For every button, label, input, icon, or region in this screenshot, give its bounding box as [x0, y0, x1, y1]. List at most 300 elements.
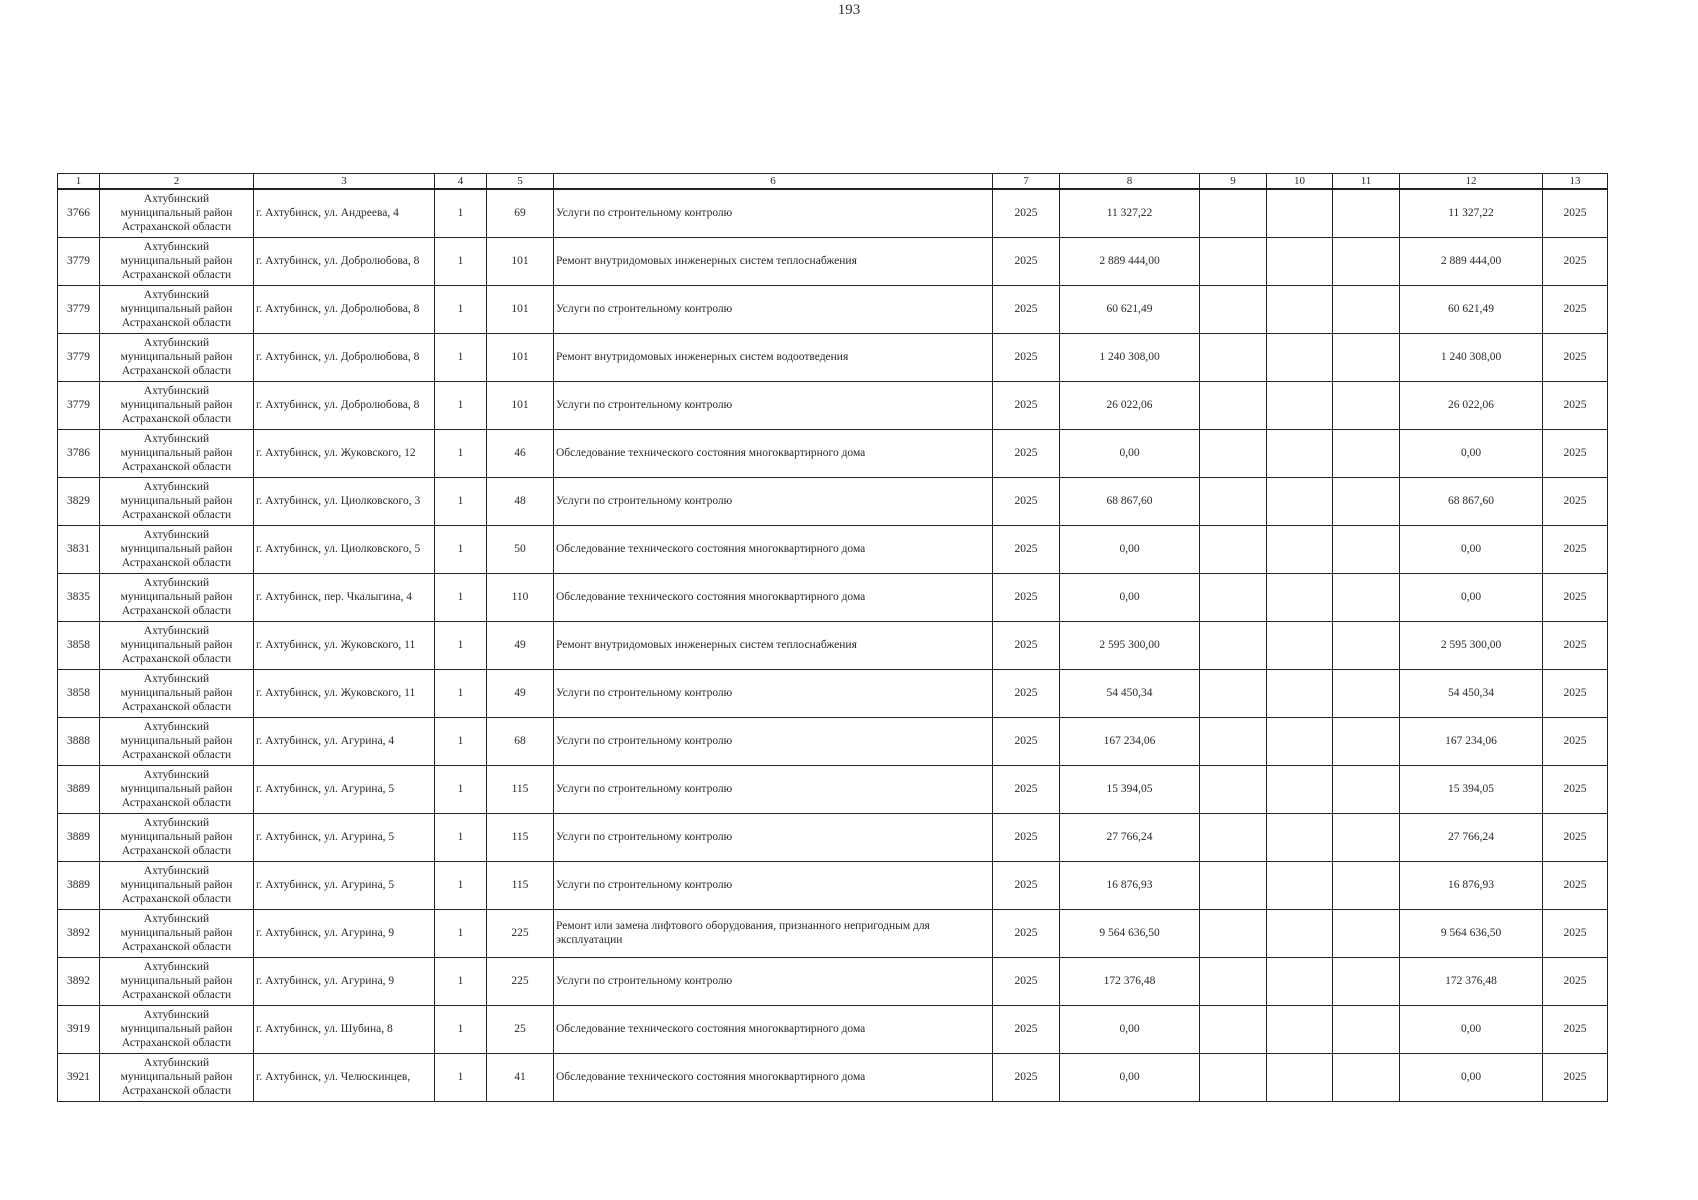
cell-fund-cost: 0,00	[1400, 525, 1543, 573]
cell-year: 2025	[993, 909, 1060, 957]
cell-address: г. Ахтубинск, ул. Агурина, 5	[254, 765, 435, 813]
cell-col11	[1333, 189, 1400, 237]
cell-district	[100, 333, 254, 381]
cell-total-cost: 27 766,24	[1060, 813, 1200, 861]
district-line: Астраханской области	[121, 989, 232, 1001]
cell-address: г. Ахтубинск, ул. Андреева, 4	[254, 189, 435, 237]
district-line: Астраханской области	[121, 701, 232, 713]
cell-work-type: Услуги по строительному контролю	[554, 765, 993, 813]
cell-fund-cost: 16 876,93	[1400, 861, 1543, 909]
cell-fund-cost: 0,00	[1400, 1053, 1543, 1101]
district-line: муниципальный район	[120, 399, 233, 411]
cell-year: 2025	[993, 813, 1060, 861]
table-body	[58, 189, 1608, 1101]
cell-year-end: 2025	[1543, 285, 1608, 333]
table-row	[58, 669, 1608, 717]
table-row	[58, 525, 1608, 573]
table-row	[58, 765, 1608, 813]
cell-col9	[1200, 1053, 1267, 1101]
works-table	[57, 173, 1608, 1102]
district-line: Астраханской области	[121, 221, 232, 234]
cell-address: г. Ахтубинск, ул. Добролюбова, 8	[254, 285, 435, 333]
cell-district	[100, 525, 254, 573]
column-header-9: 9	[1200, 174, 1267, 190]
district-line: Ахтубинский	[143, 385, 210, 397]
page-number: 193	[837, 2, 861, 18]
cell-row-number: 3786	[58, 429, 100, 477]
cell-district	[100, 813, 254, 861]
cell-col9	[1200, 957, 1267, 1005]
cell-year: 2025	[993, 669, 1060, 717]
cell-fund-cost: 26 022,06	[1400, 381, 1543, 429]
cell-col10	[1267, 813, 1333, 861]
table-row	[58, 1005, 1608, 1053]
cell-work-type: Услуги по строительному контролю	[554, 861, 993, 909]
district-line: муниципальный район	[120, 495, 233, 507]
cell-year: 2025	[993, 573, 1060, 621]
cell-address: г. Ахтубинск, ул. Агурина, 5	[254, 813, 435, 861]
cell-year-end: 2025	[1543, 669, 1608, 717]
cell-work-type: Обследование технического состояния многоквартирного дома	[554, 1053, 993, 1101]
cell-col4: 1	[435, 621, 487, 669]
cell-col5: 50	[487, 525, 554, 573]
cell-year: 2025	[993, 477, 1060, 525]
cell-year-end: 2025	[1543, 189, 1608, 237]
cell-address: г. Ахтубинск, ул. Шубина, 8	[254, 1005, 435, 1053]
cell-district	[100, 717, 254, 765]
cell-total-cost: 167 234,06	[1060, 717, 1200, 765]
district-line: Ахтубинский	[143, 433, 210, 445]
cell-row-number: 3889	[58, 813, 100, 861]
cell-fund-cost: 11 327,22	[1400, 189, 1543, 237]
cell-work-type: Обследование технического состояния многоквартирного дома	[554, 429, 993, 477]
column-header-12: 12	[1400, 174, 1543, 190]
cell-col9	[1200, 381, 1267, 429]
cell-fund-cost: 68 867,60	[1400, 477, 1543, 525]
district-line: муниципальный район	[120, 1023, 233, 1035]
cell-work-type: Услуги по строительному контролю	[554, 381, 993, 429]
district-line: Ахтубинский	[143, 1057, 210, 1069]
cell-col10	[1267, 765, 1333, 813]
cell-year: 2025	[993, 1053, 1060, 1101]
cell-col11	[1333, 813, 1400, 861]
cell-col5: 46	[487, 429, 554, 477]
cell-district	[100, 573, 254, 621]
district-line: муниципальный район	[120, 351, 233, 363]
district-line: муниципальный район	[120, 303, 233, 315]
cell-row-number: 3892	[58, 957, 100, 1005]
district-line: Астраханской области	[121, 557, 232, 569]
cell-fund-cost: 9 564 636,50	[1400, 909, 1543, 957]
cell-address: г. Ахтубинск, ул. Челюскинцев,	[254, 1053, 435, 1101]
cell-col10	[1267, 381, 1333, 429]
cell-total-cost: 68 867,60	[1060, 477, 1200, 525]
cell-col4: 1	[435, 765, 487, 813]
cell-year-end: 2025	[1543, 717, 1608, 765]
cell-work-type: Услуги по строительному контролю	[554, 669, 993, 717]
cell-row-number: 3766	[58, 189, 100, 237]
cell-district	[100, 621, 254, 669]
cell-col9	[1200, 813, 1267, 861]
cell-work-type: Обследование технического состояния многоквартирного дома	[554, 573, 993, 621]
district-line: Астраханской области	[121, 461, 232, 473]
district-line: муниципальный район	[120, 1071, 233, 1083]
cell-col10	[1267, 573, 1333, 621]
district-line: Ахтубинский	[143, 193, 210, 206]
cell-fund-cost: 0,00	[1400, 429, 1543, 477]
cell-col5: 69	[487, 189, 554, 237]
cell-row-number: 3888	[58, 717, 100, 765]
cell-col11	[1333, 1005, 1400, 1053]
cell-col9	[1200, 429, 1267, 477]
cell-col11	[1333, 1053, 1400, 1101]
cell-total-cost: 0,00	[1060, 1053, 1200, 1101]
cell-col5: 25	[487, 1005, 554, 1053]
cell-col4: 1	[435, 429, 487, 477]
cell-col5: 48	[487, 477, 554, 525]
cell-col9	[1200, 285, 1267, 333]
cell-col10	[1267, 477, 1333, 525]
cell-col9	[1200, 765, 1267, 813]
cell-col11	[1333, 909, 1400, 957]
cell-fund-cost: 2 889 444,00	[1400, 237, 1543, 285]
cell-col5: 225	[487, 909, 554, 957]
district-line: Астраханской области	[121, 653, 232, 665]
cell-year: 2025	[993, 621, 1060, 669]
cell-col9	[1200, 477, 1267, 525]
cell-work-type: Ремонт внутридомовых инженерных систем теплоснабжения	[554, 237, 993, 285]
cell-col11	[1333, 717, 1400, 765]
cell-year-end: 2025	[1543, 237, 1608, 285]
cell-col4: 1	[435, 813, 487, 861]
cell-col5: 225	[487, 957, 554, 1005]
cell-total-cost: 172 376,48	[1060, 957, 1200, 1005]
cell-col5: 68	[487, 717, 554, 765]
cell-row-number: 3921	[58, 1053, 100, 1101]
cell-col4: 1	[435, 477, 487, 525]
cell-fund-cost: 0,00	[1400, 573, 1543, 621]
cell-col10	[1267, 189, 1333, 237]
cell-col9	[1200, 717, 1267, 765]
cell-work-type: Обследование технического состояния многоквартирного дома	[554, 525, 993, 573]
cell-row-number: 3831	[58, 525, 100, 573]
district-line: Астраханской области	[121, 605, 232, 617]
column-header-7: 7	[993, 174, 1060, 190]
cell-address: г. Ахтубинск, ул. Добролюбова, 8	[254, 237, 435, 285]
district-line: Ахтубинский	[143, 673, 210, 685]
cell-district	[100, 669, 254, 717]
column-header-1: 1	[58, 174, 100, 190]
cell-address: г. Ахтубинск, ул. Агурина, 4	[254, 717, 435, 765]
cell-year-end: 2025	[1543, 957, 1608, 1005]
cell-year: 2025	[993, 765, 1060, 813]
cell-work-type: Услуги по строительному контролю	[554, 717, 993, 765]
cell-total-cost: 2 889 444,00	[1060, 237, 1200, 285]
cell-year-end: 2025	[1543, 333, 1608, 381]
cell-year-end: 2025	[1543, 621, 1608, 669]
cell-year-end: 2025	[1543, 429, 1608, 477]
cell-col10	[1267, 429, 1333, 477]
cell-fund-cost: 27 766,24	[1400, 813, 1543, 861]
cell-year-end: 2025	[1543, 1053, 1608, 1101]
cell-total-cost: 1 240 308,00	[1060, 333, 1200, 381]
cell-fund-cost: 15 394,05	[1400, 765, 1543, 813]
cell-district	[100, 909, 254, 957]
district-line: муниципальный район	[120, 543, 233, 555]
cell-year: 2025	[993, 525, 1060, 573]
cell-district	[100, 765, 254, 813]
cell-district	[100, 189, 254, 237]
district-line: Астраханской области	[121, 941, 232, 953]
cell-row-number: 3858	[58, 669, 100, 717]
cell-district	[100, 957, 254, 1005]
cell-col4: 1	[435, 717, 487, 765]
cell-col9	[1200, 525, 1267, 573]
cell-year-end: 2025	[1543, 477, 1608, 525]
cell-col10	[1267, 957, 1333, 1005]
cell-col5: 41	[487, 1053, 554, 1101]
cell-row-number: 3779	[58, 333, 100, 381]
cell-fund-cost: 172 376,48	[1400, 957, 1543, 1005]
table-row	[58, 861, 1608, 909]
cell-year: 2025	[993, 429, 1060, 477]
district-line: Ахтубинский	[143, 577, 210, 589]
district-line: Ахтубинский	[143, 625, 210, 637]
cell-year: 2025	[993, 717, 1060, 765]
cell-col10	[1267, 333, 1333, 381]
district-line: муниципальный район	[120, 927, 233, 939]
district-line: Ахтубинский	[143, 481, 210, 493]
cell-col9	[1200, 189, 1267, 237]
cell-row-number: 3889	[58, 765, 100, 813]
cell-col4: 1	[435, 909, 487, 957]
table-row	[58, 189, 1608, 237]
cell-district	[100, 381, 254, 429]
cell-year-end: 2025	[1543, 765, 1608, 813]
cell-col4: 1	[435, 861, 487, 909]
cell-col11	[1333, 429, 1400, 477]
district-line: Ахтубинский	[143, 241, 210, 253]
cell-year-end: 2025	[1543, 861, 1608, 909]
cell-col5: 115	[487, 861, 554, 909]
cell-col9	[1200, 1005, 1267, 1053]
cell-fund-cost: 2 595 300,00	[1400, 621, 1543, 669]
cell-row-number: 3892	[58, 909, 100, 957]
column-header-13: 13	[1543, 174, 1608, 190]
cell-col9	[1200, 237, 1267, 285]
cell-col11	[1333, 573, 1400, 621]
table-row	[58, 1053, 1608, 1101]
district-line: муниципальный район	[120, 975, 233, 987]
cell-col4: 1	[435, 1053, 487, 1101]
cell-row-number: 3858	[58, 621, 100, 669]
cell-col10	[1267, 909, 1333, 957]
district-line: Астраханской области	[121, 893, 232, 905]
cell-col10	[1267, 621, 1333, 669]
cell-year: 2025	[993, 957, 1060, 1005]
cell-col10	[1267, 237, 1333, 285]
table-row	[58, 477, 1608, 525]
cell-col11	[1333, 621, 1400, 669]
cell-col11	[1333, 669, 1400, 717]
district-line: Ахтубинский	[143, 289, 210, 301]
cell-address: г. Ахтубинск, ул. Агурина, 9	[254, 909, 435, 957]
column-header-10: 10	[1267, 174, 1333, 190]
cell-total-cost: 0,00	[1060, 1005, 1200, 1053]
table-row	[58, 813, 1608, 861]
table-row	[58, 573, 1608, 621]
cell-work-type: Ремонт внутридомовых инженерных систем водоотведения	[554, 333, 993, 381]
district-line: Астраханской области	[121, 797, 232, 809]
table-row	[58, 717, 1608, 765]
cell-work-type: Обследование технического состояния многоквартирного дома	[554, 1005, 993, 1053]
cell-year: 2025	[993, 189, 1060, 237]
district-line: Астраханской области	[121, 365, 232, 377]
cell-total-cost: 60 621,49	[1060, 285, 1200, 333]
district-line: Ахтубинский	[143, 1009, 210, 1021]
cell-col4: 1	[435, 525, 487, 573]
cell-row-number: 3779	[58, 237, 100, 285]
cell-address: г. Ахтубинск, ул. Добролюбова, 8	[254, 381, 435, 429]
cell-work-type: Услуги по строительному контролю	[554, 285, 993, 333]
cell-col9	[1200, 621, 1267, 669]
cell-row-number: 3779	[58, 285, 100, 333]
district-line: Ахтубинский	[143, 817, 210, 829]
cell-col11	[1333, 381, 1400, 429]
district-line: муниципальный район	[120, 687, 233, 699]
cell-col5: 101	[487, 333, 554, 381]
column-header-8: 8	[1060, 174, 1200, 190]
district-line: муниципальный район	[120, 831, 233, 843]
cell-col5: 101	[487, 237, 554, 285]
cell-col9	[1200, 669, 1267, 717]
cell-col10	[1267, 1053, 1333, 1101]
cell-work-type: Услуги по строительному контролю	[554, 477, 993, 525]
cell-col10	[1267, 1005, 1333, 1053]
cell-year: 2025	[993, 381, 1060, 429]
cell-col11	[1333, 285, 1400, 333]
cell-col10	[1267, 285, 1333, 333]
cell-address: г. Ахтубинск, ул. Жуковского, 12	[254, 429, 435, 477]
cell-col9	[1200, 861, 1267, 909]
column-header-11: 11	[1333, 174, 1400, 190]
cell-col5: 101	[487, 381, 554, 429]
cell-fund-cost: 1 240 308,00	[1400, 333, 1543, 381]
cell-address: г. Ахтубинск, ул. Жуковского, 11	[254, 669, 435, 717]
cell-address: г. Ахтубинск, пер. Чкалыгина, 4	[254, 573, 435, 621]
district-line: муниципальный район	[120, 783, 233, 795]
cell-year-end: 2025	[1543, 813, 1608, 861]
cell-col4: 1	[435, 573, 487, 621]
cell-total-cost: 16 876,93	[1060, 861, 1200, 909]
cell-year: 2025	[993, 1005, 1060, 1053]
district-line: Ахтубинский	[143, 721, 210, 733]
column-header-6: 6	[554, 174, 993, 190]
table-row	[58, 909, 1608, 957]
cell-col5: 49	[487, 621, 554, 669]
cell-col10	[1267, 525, 1333, 573]
cell-total-cost: 26 022,06	[1060, 381, 1200, 429]
cell-col9	[1200, 909, 1267, 957]
cell-total-cost: 0,00	[1060, 525, 1200, 573]
district-line: Астраханской области	[121, 269, 232, 281]
cell-district	[100, 477, 254, 525]
cell-fund-cost: 54 450,34	[1400, 669, 1543, 717]
table-row	[58, 285, 1608, 333]
cell-row-number: 3919	[58, 1005, 100, 1053]
cell-col4: 1	[435, 285, 487, 333]
cell-work-type: Услуги по строительному контролю	[554, 957, 993, 1005]
cell-year-end: 2025	[1543, 381, 1608, 429]
cell-total-cost: 2 595 300,00	[1060, 621, 1200, 669]
district-line: муниципальный район	[120, 591, 233, 603]
cell-address: г. Ахтубинск, ул. Жуковского, 11	[254, 621, 435, 669]
cell-col9	[1200, 573, 1267, 621]
cell-col5: 110	[487, 573, 554, 621]
district-line: Ахтубинский	[143, 337, 210, 349]
cell-col4: 1	[435, 381, 487, 429]
cell-total-cost: 9 564 636,50	[1060, 909, 1200, 957]
district-line: Ахтубинский	[143, 769, 210, 781]
table-row	[58, 237, 1608, 285]
district-line: муниципальный район	[120, 879, 233, 891]
cell-district	[100, 1053, 254, 1101]
cell-col10	[1267, 669, 1333, 717]
cell-col5: 115	[487, 813, 554, 861]
district-line: Астраханской области	[121, 509, 232, 521]
cell-col9	[1200, 333, 1267, 381]
cell-col11	[1333, 957, 1400, 1005]
cell-col4: 1	[435, 189, 487, 237]
cell-col4: 1	[435, 1005, 487, 1053]
cell-col5: 101	[487, 285, 554, 333]
cell-row-number: 3829	[58, 477, 100, 525]
cell-work-type: Услуги по строительному контролю	[554, 189, 993, 237]
cell-address: г. Ахтубинск, ул. Добролюбова, 8	[254, 333, 435, 381]
cell-work-type: Ремонт внутридомовых инженерных систем теплоснабжения	[554, 621, 993, 669]
cell-district	[100, 285, 254, 333]
cell-col4: 1	[435, 669, 487, 717]
table-row	[58, 333, 1608, 381]
column-header-3: 3	[254, 174, 435, 190]
cell-address: г. Ахтубинск, ул. Циолковского, 5	[254, 525, 435, 573]
cell-year-end: 2025	[1543, 909, 1608, 957]
table-row	[58, 621, 1608, 669]
cell-row-number: 3835	[58, 573, 100, 621]
district-line: муниципальный район	[120, 255, 233, 267]
cell-col5: 49	[487, 669, 554, 717]
table-row	[58, 957, 1608, 1005]
cell-work-type: Услуги по строительному контролю	[554, 813, 993, 861]
cell-address: г. Ахтубинск, ул. Циолковского, 3	[254, 477, 435, 525]
cell-col4: 1	[435, 957, 487, 1005]
cell-fund-cost: 60 621,49	[1400, 285, 1543, 333]
cell-col11	[1333, 765, 1400, 813]
cell-fund-cost: 167 234,06	[1400, 717, 1543, 765]
cell-total-cost: 54 450,34	[1060, 669, 1200, 717]
cell-work-type: Ремонт или замена лифтового оборудования, признанного непригодным для эксплуатации	[554, 909, 993, 957]
cell-row-number: 3779	[58, 381, 100, 429]
cell-col4: 1	[435, 333, 487, 381]
district-line: Ахтубинский	[143, 865, 210, 877]
cell-year: 2025	[993, 285, 1060, 333]
district-line: муниципальный район	[120, 639, 233, 651]
cell-col10	[1267, 717, 1333, 765]
district-line: Ахтубинский	[143, 961, 210, 973]
cell-district	[100, 237, 254, 285]
cell-col4: 1	[435, 237, 487, 285]
cell-address: г. Ахтубинск, ул. Агурина, 5	[254, 861, 435, 909]
